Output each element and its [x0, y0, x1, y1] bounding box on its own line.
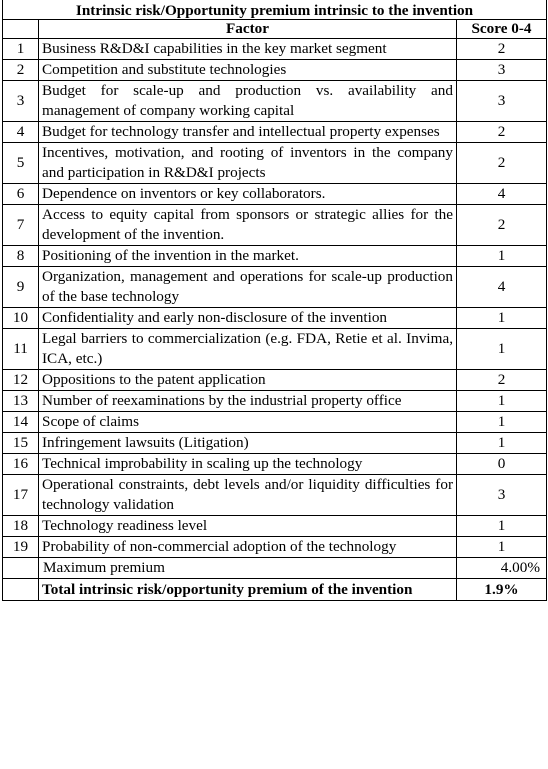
total-premium-row: [3, 579, 547, 601]
factor-cell: Positioning of the invention in the market.: [39, 246, 457, 267]
table-row: [3, 122, 547, 143]
factor-cell: Access to equity capital from sponsors or strategic allies for the development of the invention.: [39, 205, 457, 246]
row-number: 16: [3, 454, 39, 475]
score-cell: 1: [457, 308, 547, 329]
table-row: [3, 60, 547, 81]
row-number: 15: [3, 433, 39, 454]
max-premium-row: [3, 558, 547, 579]
score-cell: 0: [457, 454, 547, 475]
factor-cell: Organization, management and operations for scale-up production of the base technology: [39, 267, 457, 308]
row-number: 12: [3, 370, 39, 391]
table-row: [3, 329, 547, 370]
row-number: 11: [3, 329, 39, 370]
factor-cell: Operational constraints, debt levels and/or liquidity difficulties for technology validation: [39, 475, 457, 516]
table-row: [3, 267, 547, 308]
score-cell: 3: [457, 81, 547, 122]
max-premium-label: Maximum premium: [39, 558, 457, 579]
factor-cell: Oppositions to the patent application: [39, 370, 457, 391]
table-title: Intrinsic risk/Opportunity premium intrinsic to the invention: [3, 0, 547, 20]
number-column-header: [3, 20, 39, 39]
row-number: 17: [3, 475, 39, 516]
score-cell: 1: [457, 329, 547, 370]
factor-cell: Budget for scale-up and production vs. availability and management of company working capital: [39, 81, 457, 122]
factor-cell: Dependence on inventors or key collaborators.: [39, 184, 457, 205]
factor-cell: Incentives, motivation, and rooting of inventors in the company and participation in R&D&I projects: [39, 143, 457, 184]
score-cell: 2: [457, 370, 547, 391]
factor-column-header: Factor: [39, 20, 457, 39]
table-row: [3, 454, 547, 475]
table-row: [3, 475, 547, 516]
risk-premium-table: [2, 0, 547, 601]
total-premium-label: Total intrinsic risk/opportunity premium of the invention: [39, 579, 457, 601]
factor-cell: Technical improbability in scaling up the technology: [39, 454, 457, 475]
score-cell: 1: [457, 516, 547, 537]
score-cell: 1: [457, 433, 547, 454]
factor-cell: Competition and substitute technologies: [39, 60, 457, 81]
table-row: [3, 81, 547, 122]
score-cell: 3: [457, 475, 547, 516]
table-row: [3, 433, 547, 454]
table-row: [3, 205, 547, 246]
score-cell: 3: [457, 60, 547, 81]
factor-cell: Scope of claims: [39, 412, 457, 433]
row-number: 10: [3, 308, 39, 329]
risk-premium-table-container: [2, 0, 546, 601]
factor-cell: Technology readiness level: [39, 516, 457, 537]
table-row: [3, 412, 547, 433]
row-number: 5: [3, 143, 39, 184]
row-number: 13: [3, 391, 39, 412]
table-row: [3, 308, 547, 329]
score-cell: 1: [457, 391, 547, 412]
score-column-header: Score 0-4: [457, 20, 547, 39]
factor-cell: Budget for technology transfer and intellectual property expenses: [39, 122, 457, 143]
row-number: 2: [3, 60, 39, 81]
factor-cell: Infringement lawsuits (Litigation): [39, 433, 457, 454]
score-cell: 2: [457, 39, 547, 60]
table-row: [3, 246, 547, 267]
factor-cell: Number of reexaminations by the industrial property office: [39, 391, 457, 412]
factor-cell: Probability of non-commercial adoption of the technology: [39, 537, 457, 558]
score-cell: 1: [457, 246, 547, 267]
factor-cell: Legal barriers to commercialization (e.g. FDA, Retie et al. Invima, ICA, etc.): [39, 329, 457, 370]
row-number: 6: [3, 184, 39, 205]
row-number: 8: [3, 246, 39, 267]
factor-rows: [3, 39, 547, 558]
total-premium-spacer: [3, 579, 39, 601]
table-row: [3, 370, 547, 391]
table-row: [3, 516, 547, 537]
row-number: 14: [3, 412, 39, 433]
factor-cell: Confidentiality and early non-disclosure of the invention: [39, 308, 457, 329]
max-premium-value: 4.00%: [457, 558, 547, 579]
table-row: [3, 391, 547, 412]
table-row: [3, 537, 547, 558]
score-cell: 1: [457, 412, 547, 433]
score-cell: 2: [457, 122, 547, 143]
row-number: 19: [3, 537, 39, 558]
score-cell: 2: [457, 205, 547, 246]
row-number: 1: [3, 39, 39, 60]
score-cell: 4: [457, 267, 547, 308]
table-row: [3, 143, 547, 184]
score-cell: 4: [457, 184, 547, 205]
table-row: [3, 184, 547, 205]
row-number: 18: [3, 516, 39, 537]
row-number: 9: [3, 267, 39, 308]
score-cell: 1: [457, 537, 547, 558]
table-row: [3, 39, 547, 60]
total-premium-value: 1.9%: [457, 579, 547, 601]
max-premium-spacer: [3, 558, 39, 579]
factor-cell: Business R&D&I capabilities in the key market segment: [39, 39, 457, 60]
row-number: 7: [3, 205, 39, 246]
score-cell: 2: [457, 143, 547, 184]
row-number: 3: [3, 81, 39, 122]
row-number: 4: [3, 122, 39, 143]
